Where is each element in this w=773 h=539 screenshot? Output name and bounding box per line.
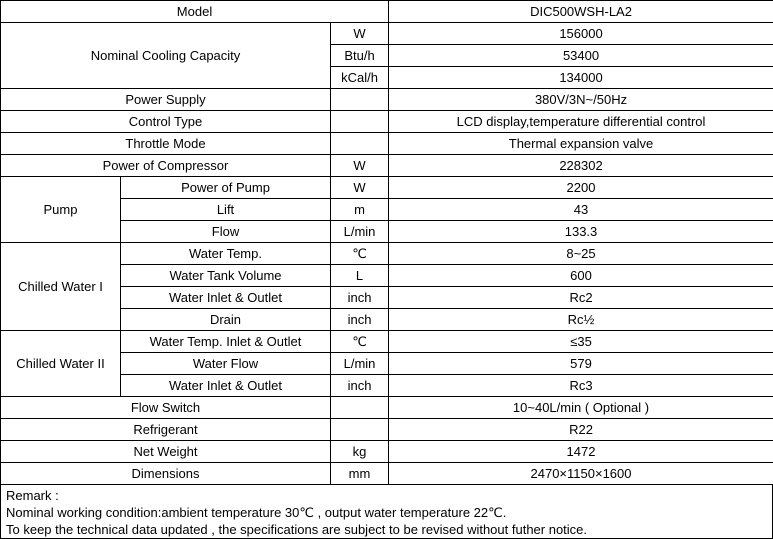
param-cell: Water Inlet & Outlet xyxy=(121,287,331,309)
value-cell: Rc2 xyxy=(389,287,773,309)
param-cell: Flow xyxy=(121,221,331,243)
unit-cell: L xyxy=(331,265,389,287)
param-cell: Flow Switch xyxy=(1,397,331,419)
remark-title: Remark : xyxy=(6,487,767,504)
model-label-cell: Model xyxy=(1,1,389,23)
unit-cell: ℃ xyxy=(331,331,389,353)
value-cell: Thermal expansion valve xyxy=(389,133,773,155)
value-cell: 8~25 xyxy=(389,243,773,265)
table-row xyxy=(1,463,773,485)
param-cell: Power of Pump xyxy=(121,177,331,199)
param-cell: Drain xyxy=(121,309,331,331)
param-cell: Power of Compressor xyxy=(1,155,331,177)
table-row xyxy=(1,397,773,419)
unit-cell: inch xyxy=(331,287,389,309)
value-cell: 43 xyxy=(389,199,773,221)
unit-cell: inch xyxy=(331,375,389,397)
value-cell: Rc3 xyxy=(389,375,773,397)
group-cell-chilled-water-2: Chilled Water II xyxy=(1,331,121,397)
value-cell: R22 xyxy=(389,419,773,441)
group-cell-chilled-water-1: Chilled Water I xyxy=(1,243,121,331)
table-row xyxy=(1,89,773,111)
table-row-chilled-water-1 xyxy=(1,243,773,265)
table-row xyxy=(1,155,773,177)
value-cell: ≤35 xyxy=(389,331,773,353)
remark-line-2: To keep the technical data updated , the specifications are subject to be revised without futher notice. xyxy=(6,521,767,538)
table-row xyxy=(1,419,773,441)
value-cell: 228302 xyxy=(389,155,773,177)
unit-cell: W xyxy=(331,155,389,177)
param-cell: Dimensions xyxy=(1,463,331,485)
unit-cell: W xyxy=(331,23,389,45)
value-cell: 579 xyxy=(389,353,773,375)
value-cell: 1472 xyxy=(389,441,773,463)
param-cell: Control Type xyxy=(1,111,331,133)
unit-cell: inch xyxy=(331,309,389,331)
value-cell: 2470×1150×1600 xyxy=(389,463,773,485)
unit-cell xyxy=(331,111,389,133)
table-row-model xyxy=(1,1,773,23)
unit-cell: mm xyxy=(331,463,389,485)
param-cell: Water Flow xyxy=(121,353,331,375)
unit-cell: L/min xyxy=(331,221,389,243)
unit-cell: W xyxy=(331,177,389,199)
unit-cell: L/min xyxy=(331,353,389,375)
param-cell: Refrigerant xyxy=(1,419,331,441)
value-cell: 380V/3N~/50Hz xyxy=(389,89,773,111)
unit-cell: ℃ xyxy=(331,243,389,265)
group-cell-pump: Pump xyxy=(1,177,121,243)
value-cell: 600 xyxy=(389,265,773,287)
unit-cell xyxy=(331,397,389,419)
value-cell: Rc½ xyxy=(389,309,773,331)
table-row xyxy=(1,111,773,133)
table-row-chilled-water-2 xyxy=(1,331,773,353)
value-cell: LCD display,temperature differential control xyxy=(389,111,773,133)
unit-cell xyxy=(331,133,389,155)
value-cell: 53400 xyxy=(389,45,773,67)
param-cell: Lift xyxy=(121,199,331,221)
param-cell: Water Temp. xyxy=(121,243,331,265)
param-cell: Throttle Mode xyxy=(1,133,331,155)
unit-cell xyxy=(331,89,389,111)
unit-cell: kCal/h xyxy=(331,67,389,89)
param-cell: Water Inlet & Outlet xyxy=(121,375,331,397)
remark-line-1: Nominal working condition:ambient temperature 30℃ , output water temperature 22℃. xyxy=(6,504,767,521)
table-row-pump xyxy=(1,177,773,199)
value-cell: 10~40L/min ( Optional ) xyxy=(389,397,773,419)
unit-cell: m xyxy=(331,199,389,221)
table-row xyxy=(1,441,773,463)
unit-cell xyxy=(331,419,389,441)
param-cell: Water Tank Volume xyxy=(121,265,331,287)
table-row-cooling xyxy=(1,23,773,45)
value-cell: 2200 xyxy=(389,177,773,199)
value-cell: 133.3 xyxy=(389,221,773,243)
param-cell: Power Supply xyxy=(1,89,331,111)
value-cell: 156000 xyxy=(389,23,773,45)
param-cell: Net Weight xyxy=(1,441,331,463)
unit-cell: Btu/h xyxy=(331,45,389,67)
value-cell: 134000 xyxy=(389,67,773,89)
table-row xyxy=(1,133,773,155)
param-cell: Water Temp. Inlet & Outlet xyxy=(121,331,331,353)
cooling-label-cell: Nominal Cooling Capacity xyxy=(1,23,331,89)
remark-section xyxy=(0,485,773,539)
model-value-cell: DIC500WSH-LA2 xyxy=(389,1,773,23)
unit-cell: kg xyxy=(331,441,389,463)
